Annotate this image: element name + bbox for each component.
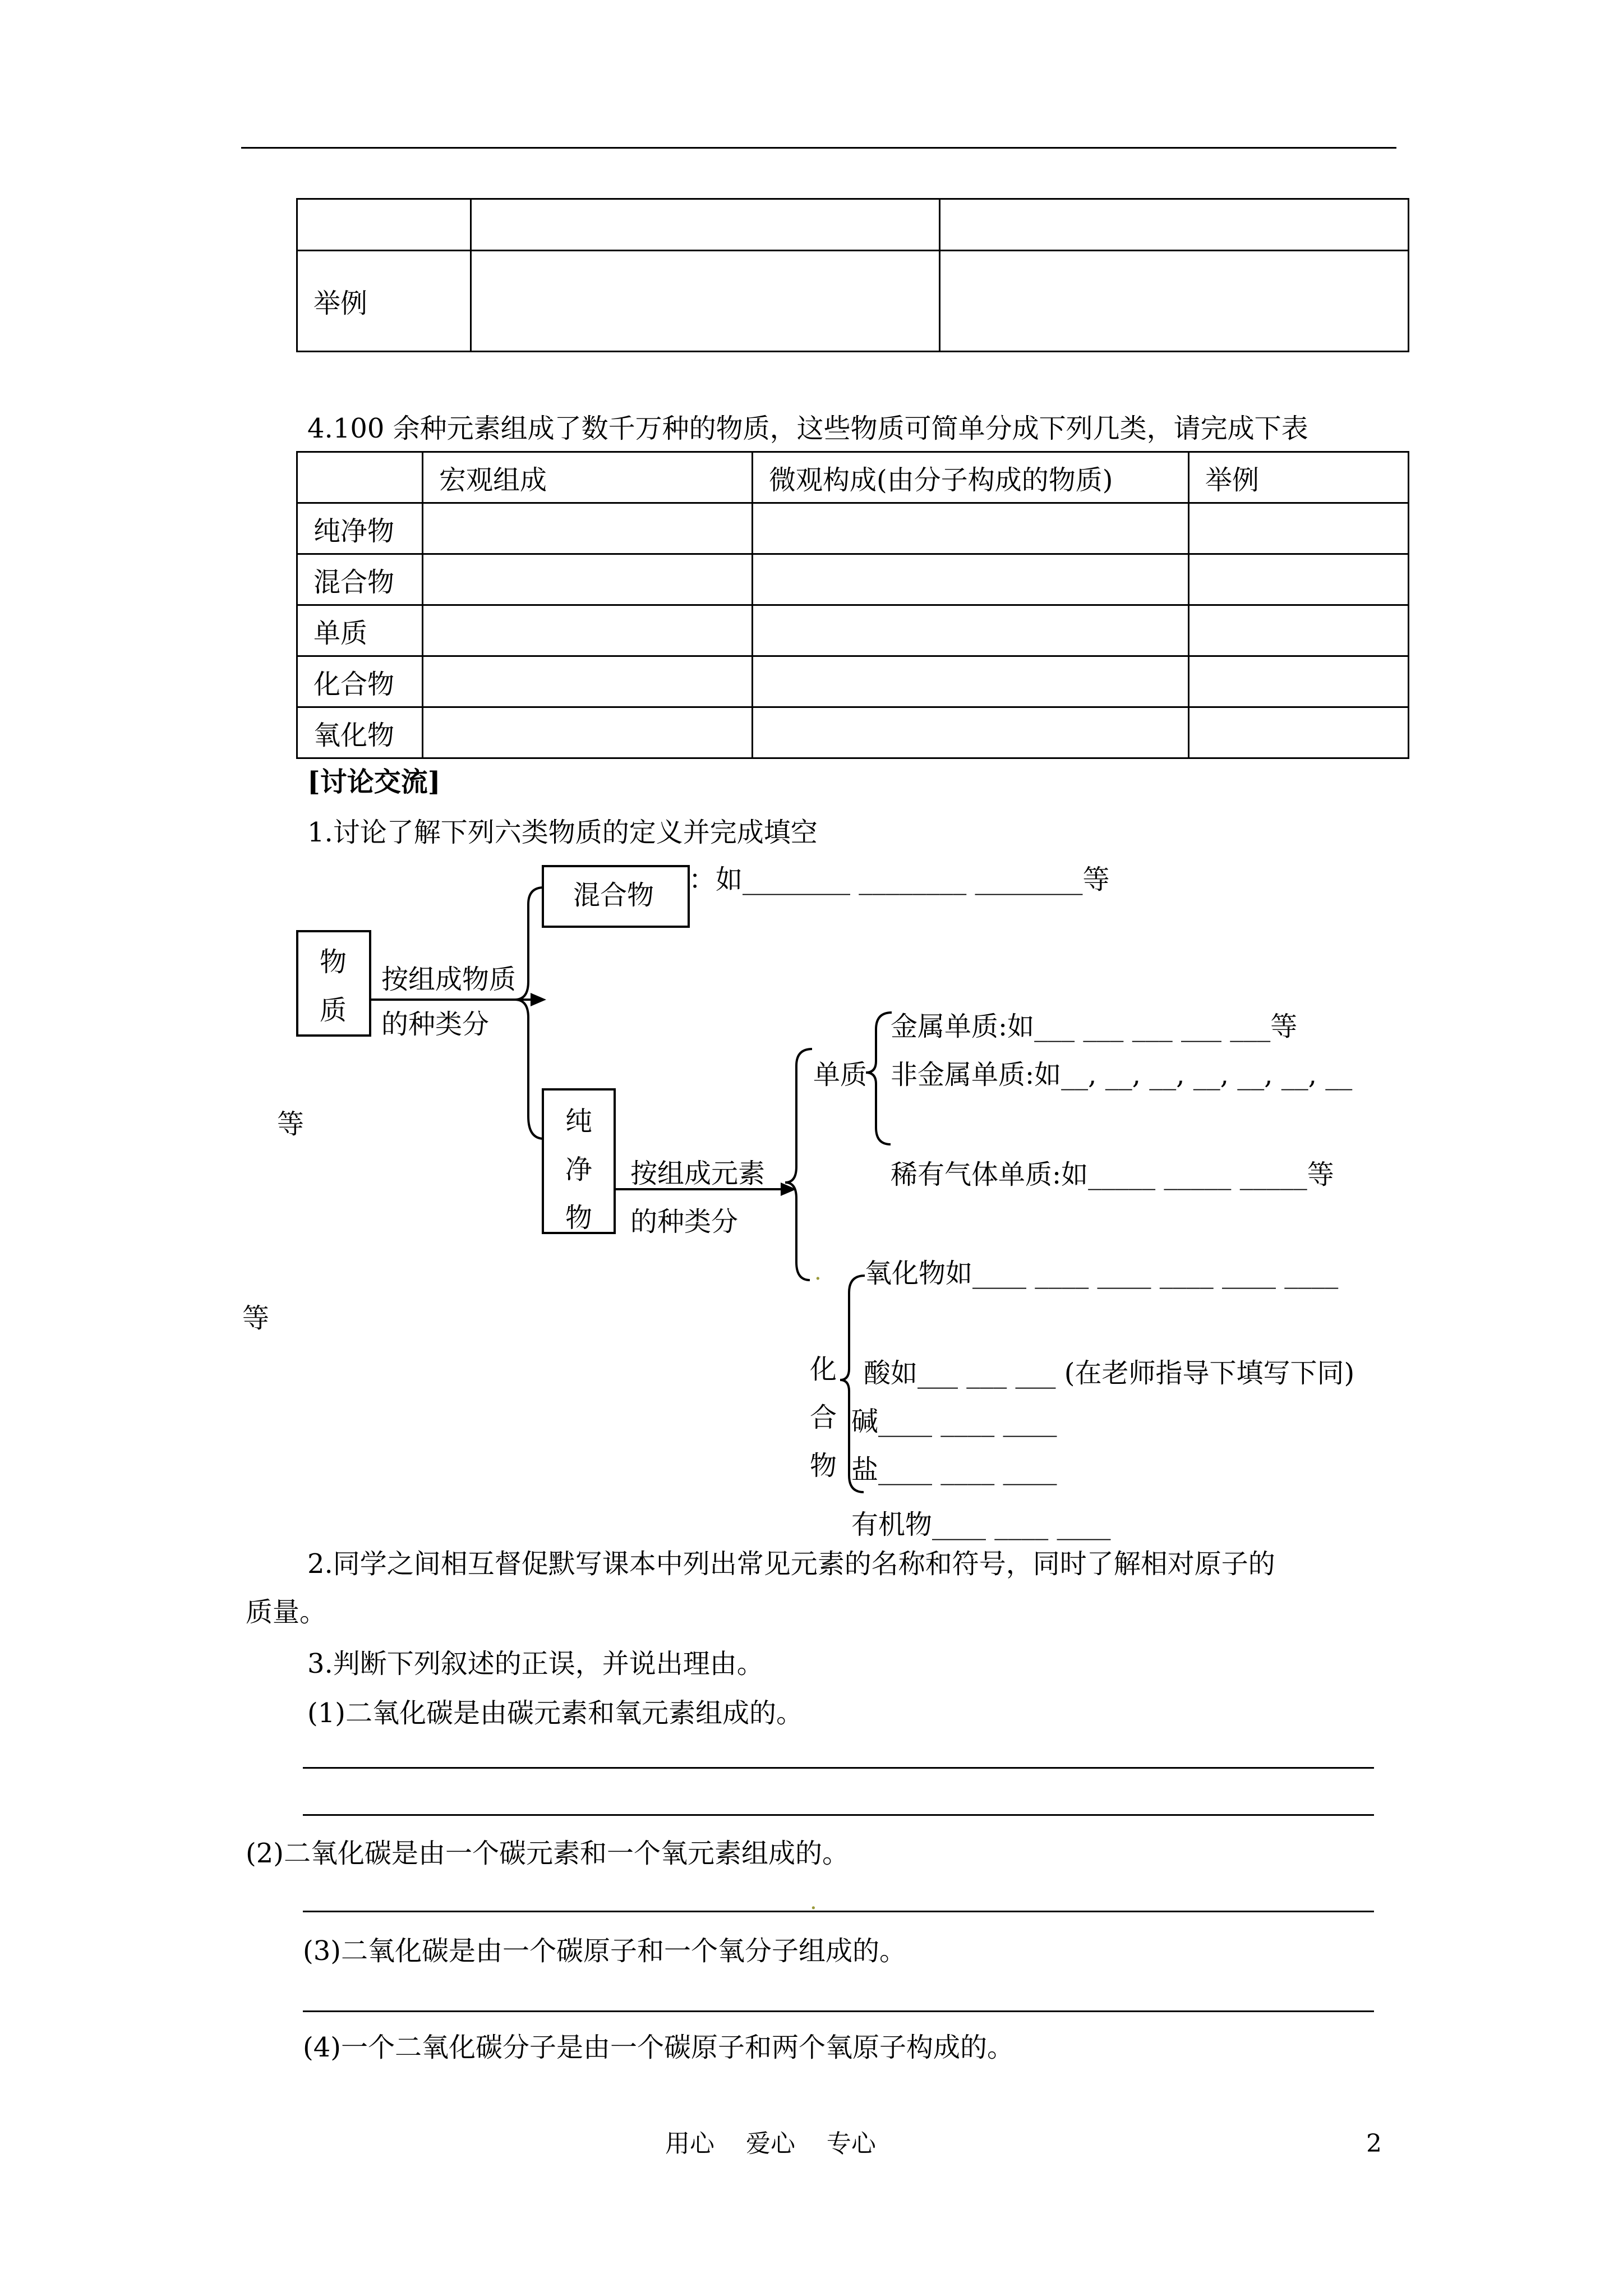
- answer-line: [303, 2010, 1374, 2012]
- metal-line: 金属单质:如___ ___ ___ ___ ___等: [891, 1011, 1298, 1042]
- q3-s3: (3)二氧化碳是由一个碳原子和一个氧分子组成的。: [303, 1935, 906, 1967]
- answer-line: [303, 1911, 1374, 1912]
- split1-label-2: 的种类分: [381, 1009, 490, 1040]
- mixture-fill: ：如________ ________ ________等: [689, 864, 1110, 895]
- substance-char-2: 质: [319, 995, 347, 1026]
- row-label: 单质: [297, 605, 423, 656]
- box-substance-label: [316, 938, 350, 1034]
- row-label: 化合物: [297, 656, 423, 707]
- q3-intro: 3.判断下列叙述的正误，并说出理由。: [307, 1648, 764, 1680]
- q3-dot: .: [810, 1889, 817, 1915]
- answer-line: [303, 1767, 1374, 1769]
- table-cell: 举例: [297, 251, 471, 352]
- noble-line: 稀有气体单质:如_____ _____ _____等: [891, 1159, 1334, 1190]
- page-number: 2: [1366, 2129, 1382, 2158]
- discussion-q1: 1.讨论了解下列六类物质的定义并完成填空: [307, 817, 818, 848]
- oxide-line: 氧化物如____ ____ ____ ____ ____ ____: [865, 1258, 1339, 1289]
- q2-line2: 质量。: [246, 1596, 327, 1628]
- split2-label-2: 的种类分: [630, 1206, 739, 1237]
- diagram-dot: .: [814, 1259, 822, 1285]
- substance-char-1: 物: [319, 946, 347, 978]
- footer-motto: 用心 爱心 专心: [665, 2129, 876, 2158]
- q2-line1: 2.同学之间相互督促默写课本中列出常见元素的名称和符号，同时了解相对原子的: [307, 1548, 1275, 1580]
- pure-char-1: 纯: [565, 1106, 592, 1137]
- header-macro: 宏观组成: [423, 452, 753, 503]
- elemental-label: 单质: [813, 1059, 868, 1091]
- deng-left-2: 等: [242, 1303, 270, 1334]
- mixture-label: 混合物: [573, 880, 654, 911]
- split2-label: 按组成元素: [630, 1158, 766, 1189]
- q4-intro: 4.100 余种元素组成了数千万种的物质，这些物质可简单分成下列几类，请完成下表: [307, 413, 1308, 444]
- deng-left-1: 等: [277, 1108, 305, 1140]
- q3-s4: (4)一个二氧化碳分子是由一个碳原子和两个氧原子构成的。: [303, 2032, 1014, 2063]
- split1-label: 按组成物质: [381, 964, 517, 995]
- pure-char-3: 物: [565, 1202, 592, 1234]
- header-example: 举例: [1189, 452, 1409, 503]
- answer-line: [303, 1814, 1374, 1816]
- compound-label: [806, 1345, 840, 1490]
- header-micro: 微观构成(由分子构成的物质): [753, 452, 1189, 503]
- salt-line: 盐____ ____ ____: [851, 1454, 1057, 1485]
- box-pure-label: [562, 1097, 596, 1242]
- discussion-heading: [讨论交流]: [307, 766, 441, 798]
- compound-char-2: 合: [809, 1402, 837, 1433]
- row-label: 纯净物: [297, 503, 423, 554]
- organic-line: 有机物____ ____ ____: [851, 1509, 1111, 1540]
- row-label: 混合物: [297, 554, 423, 605]
- row-label: 氧化物: [297, 707, 423, 758]
- compound-char-3: 物: [809, 1450, 837, 1481]
- nonmetal-line: 非金属单质:如__, __, __, __, __, __, __: [891, 1059, 1353, 1091]
- pure-char-2: 净: [565, 1154, 592, 1185]
- q3-s1: (1)二氧化碳是由碳元素和氧元素组成的。: [307, 1697, 803, 1729]
- q3-s2: (2)二氧化碳是由一个碳元素和一个氧元素组成的。: [246, 1838, 849, 1869]
- acid-line: 酸如___ ___ ___ (在老师指导下填写下同): [864, 1358, 1355, 1389]
- compound-char-1: 化: [809, 1354, 837, 1385]
- base-line: 碱____ ____ ____: [851, 1406, 1057, 1437]
